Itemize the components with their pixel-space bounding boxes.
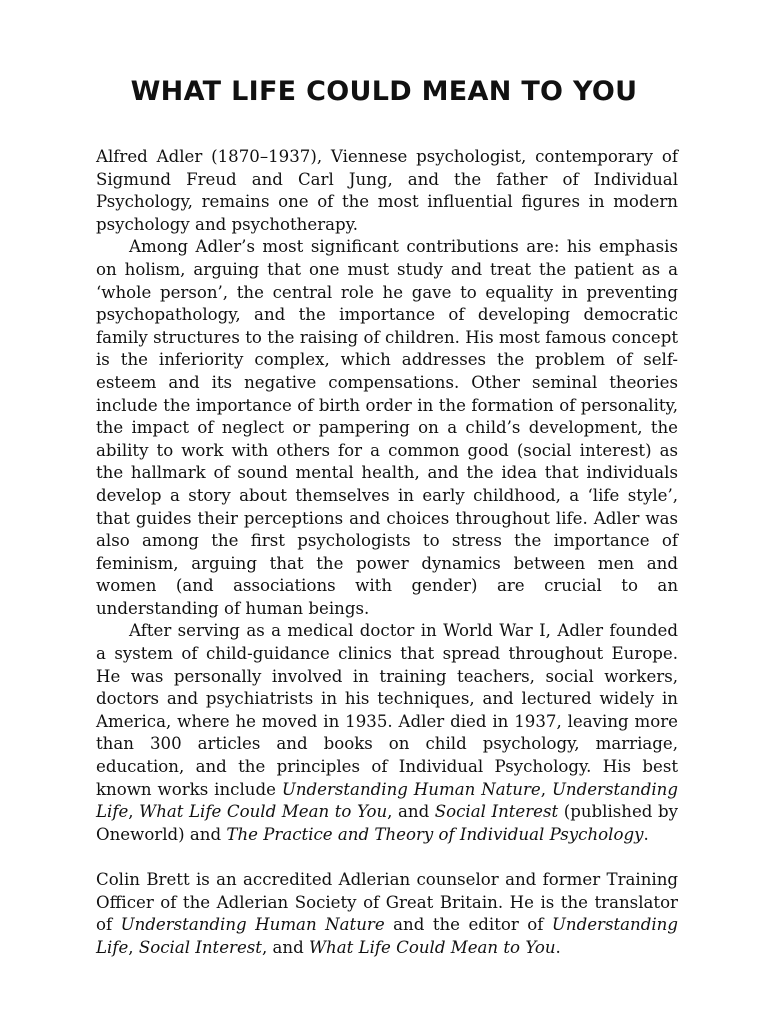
paragraph-translator-bio <box>96 869 678 959</box>
separator: . <box>555 937 561 957</box>
separator: , and <box>261 937 309 957</box>
work-title: What Life Could Mean to You <box>139 802 388 822</box>
author-biography <box>96 146 678 959</box>
career-text: After serving as a medical doctor in World War I, Adler founded a system of child-guidance clinics that spread throughout Europe. He was personally involved in training teachers, social workers, doctors and psychiatrists in his techniques, and lectured widely in America, where he moved in 1935. Adler died in 1937, leaving more than 300 articles and books on child psychology, marriage, education, and the principles of Individual Psychology. His best known works include <box>96 621 678 799</box>
separator: , <box>128 802 140 822</box>
work-title: Understanding Human Nature <box>281 779 541 799</box>
separator: , and <box>387 802 435 822</box>
paragraph-adler-contributions: Among Adler’s most significant contributions are: his emphasis on holism, arguing that one must study and treat the patient as a ‘whole person’, the central role he gave to equality in preventing psychopathology, and the importance of developing democratic family structures to the raising of children. His most famous concept is the inferiority complex, which addresses the problem of self-esteem and its negative compensations. Other seminal theories include the importance of birth order in the formation of personality, the impact of neglect or pampering on a child’s development, the ability to work with others for a common good (social interest) as the hallmark of sound mental health, and the idea that individuals develop a story about themselves in early childhood, a ‘life style’, that guides their perceptions and choices throughout life. Adler was also among the first psychologists to stress the importance of feminism, arguing that the power dynamics between men and women (and associations with gender) are crucial to an understanding of human beings. <box>96 237 678 618</box>
separator: and the editor of <box>384 915 552 935</box>
separator: , <box>540 779 552 799</box>
work-title: The Practice and Theory of Individual Psychology <box>226 824 644 844</box>
translator-text: Colin Brett is an accredited Adlerian counselor and former Training Officer of the Adlerian Society of Great Britain. He is the translator of <box>96 870 678 935</box>
work-title: Understanding Life <box>96 779 678 822</box>
work-title: What Life Could Mean to You <box>309 937 556 957</box>
paragraph-adler-intro: Alfred Adler (1870–1937), Viennese psychologist, contemporary of Sigmund Freud and Carl Jung, and the father of Individual Psychology, remains one of the most influential figures in modern psychology and psychotherapy. <box>96 147 678 234</box>
work-title: Understanding Life <box>96 915 678 957</box>
separator: . <box>643 824 649 844</box>
work-title: Social Interest <box>138 937 262 957</box>
paragraph-adler-career <box>96 620 678 846</box>
page-title: WHAT LIFE COULD MEAN TO YOU <box>130 76 638 107</box>
work-title: Understanding Human Nature <box>120 915 385 935</box>
work-title: Social Interest <box>434 802 559 822</box>
separator: , <box>128 937 139 957</box>
separator: (published by Oneworld) and <box>96 802 678 844</box>
